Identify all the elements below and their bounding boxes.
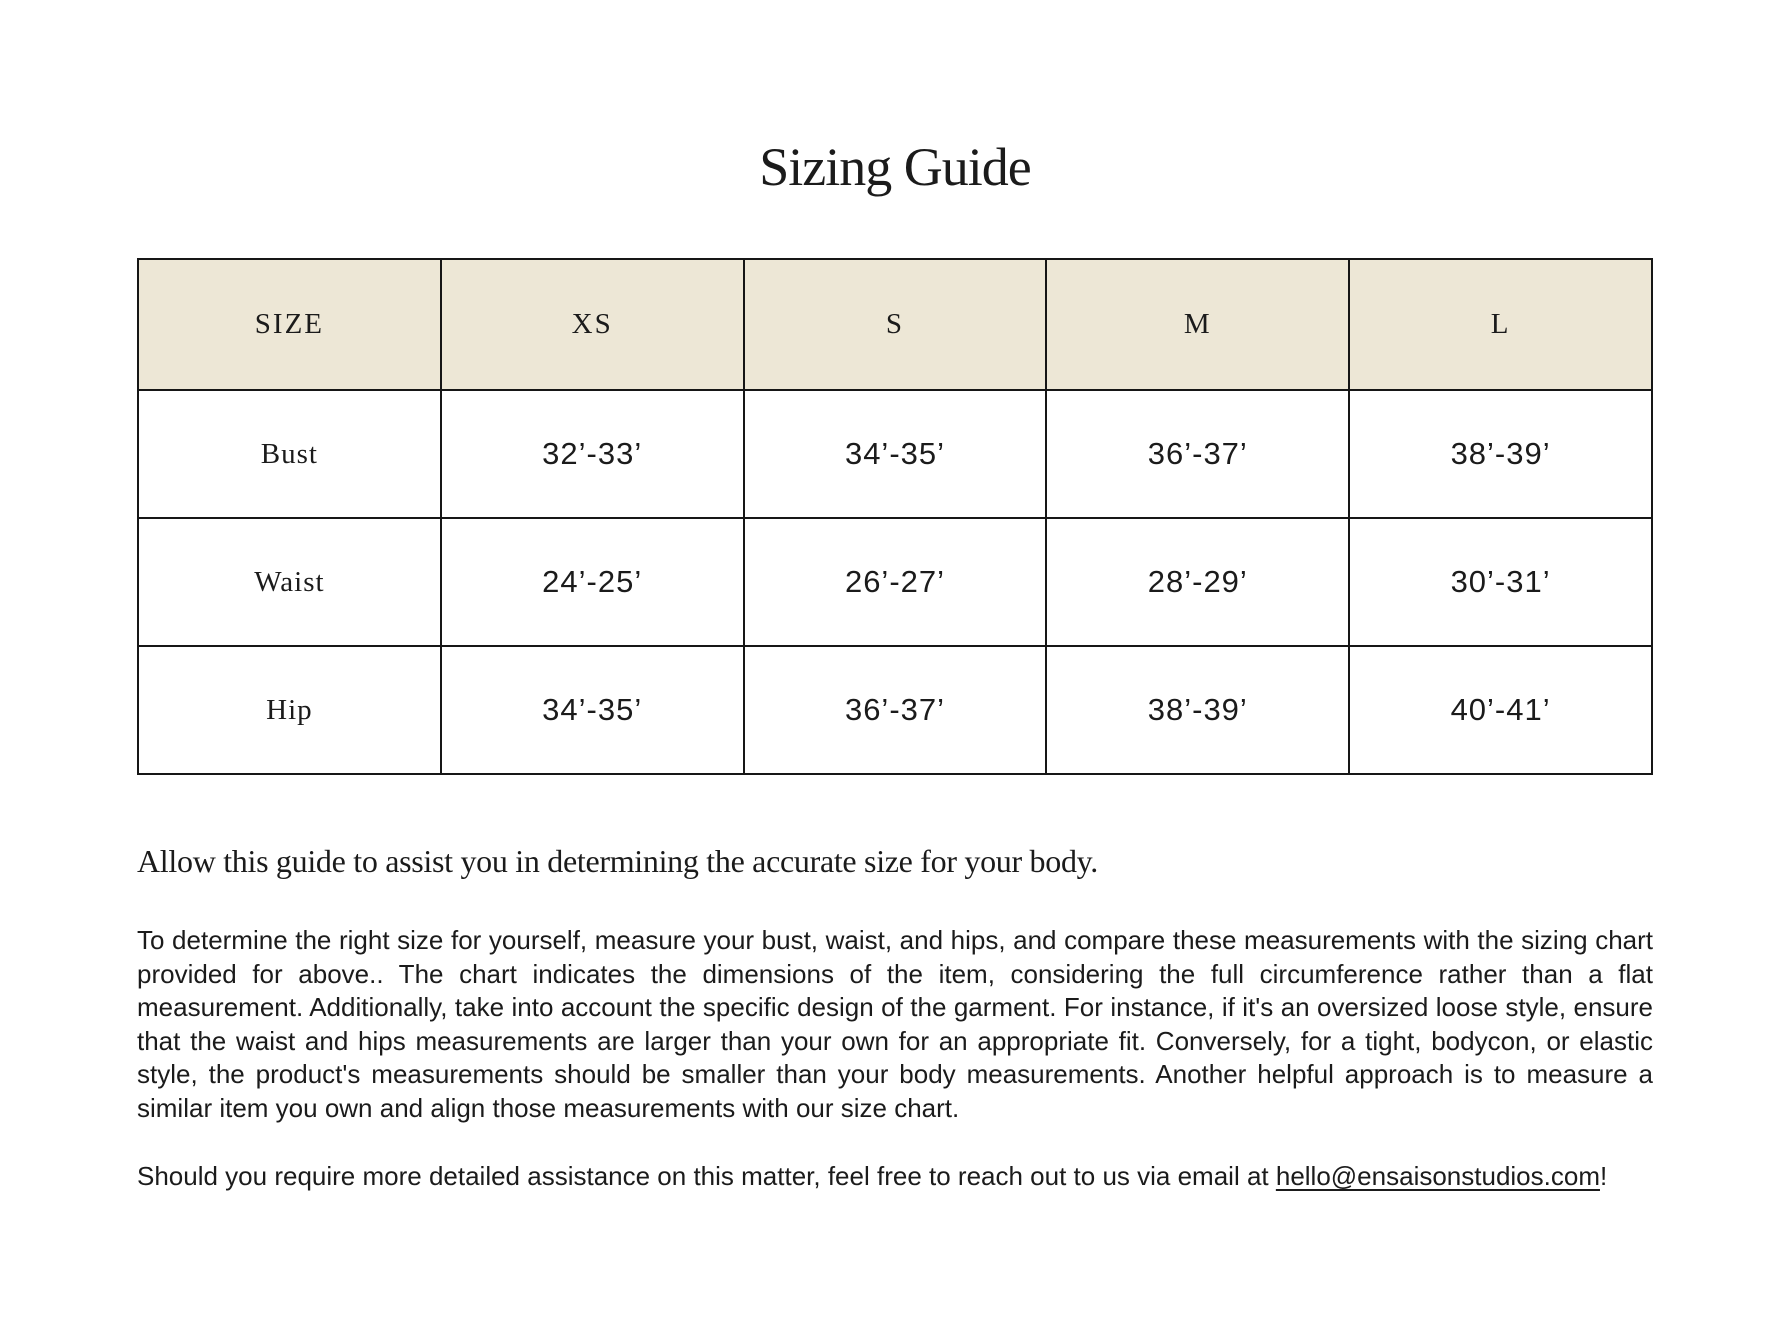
table-cell: 40’-41’ [1349,646,1652,774]
contact-text-prefix: Should you require more detailed assistance on this matter, feel free to reach out to us via email at [137,1161,1276,1191]
table-header-cell-m: M [1046,259,1349,390]
table-row-hip [138,646,1652,774]
row-label: Waist [138,518,441,646]
row-label: Bust [138,390,441,518]
page-title: Sizing Guide [759,137,1031,197]
sizing-table [137,258,1653,775]
guide-subheading: Allow this guide to assist you in determining the accurate size for your body. [137,843,1098,879]
table-cell: 32’-33’ [441,390,744,518]
table-row-bust [138,390,1652,518]
table-header-cell-xs: XS [441,259,744,390]
table-cell: 36’-37’ [744,646,1047,774]
contact-line [137,1160,1653,1194]
email-link[interactable]: hello@ensaisonstudios.com [1275,1161,1600,1191]
table-cell: 30’-31’ [1349,518,1652,646]
table-cell: 38’-39’ [1349,390,1652,518]
table-cell: 24’-25’ [441,518,744,646]
table-cell: 38’-39’ [1046,646,1349,774]
table-header-cell-s: S [744,259,1047,390]
table-cell: 34’-35’ [744,390,1047,518]
table-cell: 34’-35’ [441,646,744,774]
page [137,0,1653,1344]
table-cell: 36’-37’ [1046,390,1349,518]
table-cell: 28’-29’ [1046,518,1349,646]
row-label: Hip [138,646,441,774]
table-cell: 26’-27’ [744,518,1047,646]
contact-text-suffix: ! [1599,1161,1608,1191]
sizing-instructions-paragraph: To determine the right size for yourself, measure your bust, waist, and hips, and compare these measurements with the sizing chart provided for above.. The chart indicates the dimensions of the item, considering the full circumference rather than a flat measurement. Additionally, take into account the specific design of the garment. For instance, if it's an oversized loose style, ensure that the waist and hips measurements are larger than your own for an appropriate fit. Conversely, for a tight, bodycon, or elastic style, the product's measurements should be smaller than your body measurements. Another helpful approach is to measure a similar item you own and align those measurements with our size chart. [137,925,1653,1123]
table-header-cell-size: SIZE [138,259,441,390]
table-header-cell-l: L [1349,259,1652,390]
table-header-row [138,259,1652,390]
table-row-waist [138,518,1652,646]
